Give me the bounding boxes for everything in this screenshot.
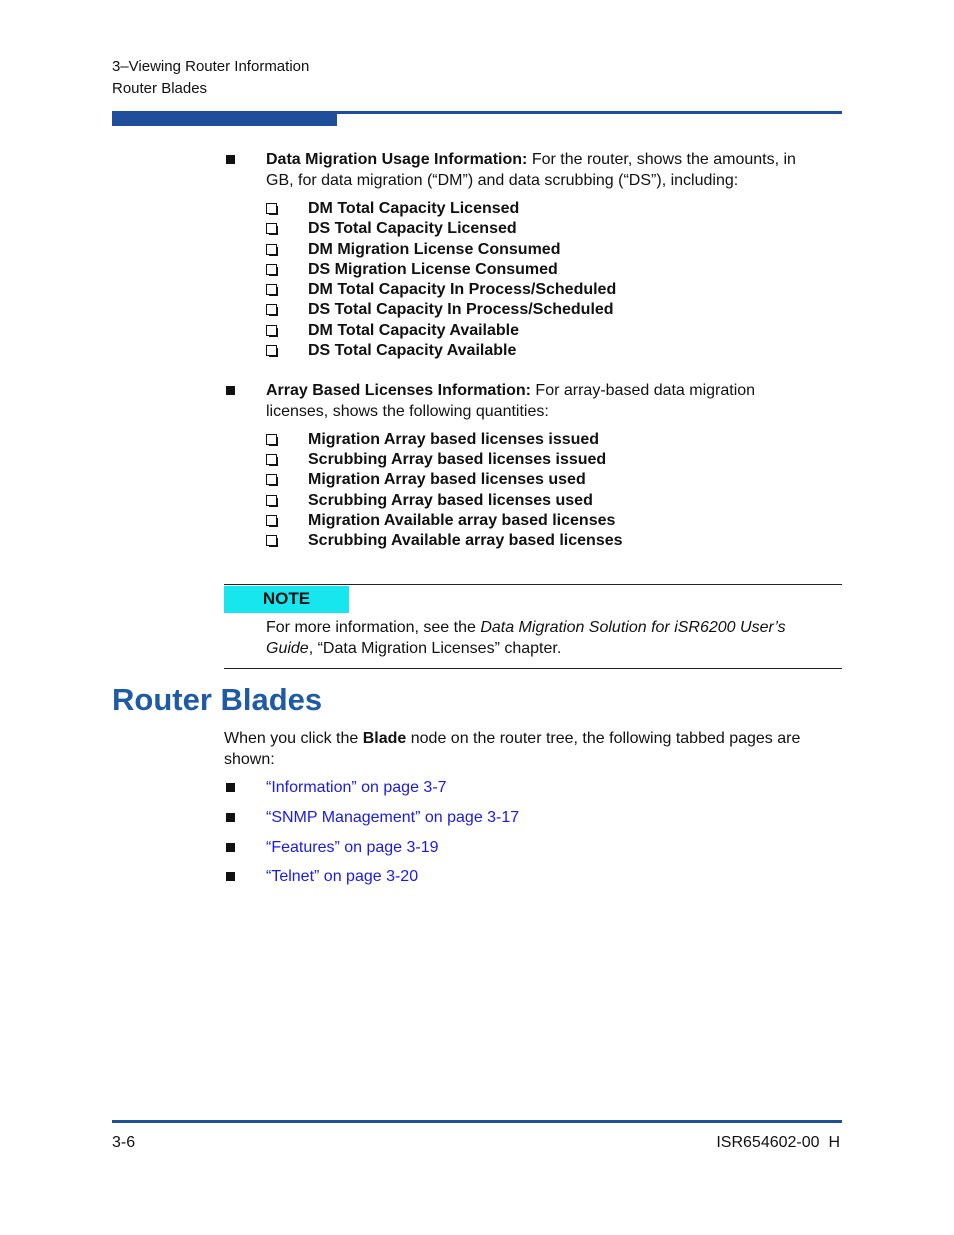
page-number: 3-6 [112, 1134, 136, 1151]
link-features[interactable]: “Features” on page 3-19 [266, 839, 439, 856]
list-item: DM Total Capacity Available [308, 322, 520, 339]
checkbox-bullet-icon [266, 304, 277, 315]
intro-line-2: shown: [224, 751, 275, 768]
checkbox-bullet-icon [266, 495, 277, 506]
checkbox-bullet-icon [266, 434, 277, 445]
checkbox-bullet-icon [266, 264, 277, 275]
checkbox-bullet-icon [266, 284, 277, 295]
list-item: DS Total Capacity Available [308, 342, 517, 359]
checkbox-bullet-icon [266, 474, 277, 485]
note-title-1: Data Migration Solution for iSR6200 User’s [480, 619, 786, 636]
running-header-section: Router Blades [112, 80, 208, 97]
list-item: DM Total Capacity In Process/Scheduled [308, 281, 617, 298]
bullet-icon [226, 872, 235, 881]
list-item: DS Migration License Consumed [308, 261, 558, 278]
checkbox-bullet-icon [266, 454, 277, 465]
list-item: Scrubbing Array based licenses used [308, 492, 593, 509]
note-text [266, 617, 836, 659]
list-item: DS Total Capacity Licensed [308, 220, 517, 237]
array-licenses-text-1: For array-based data migration [535, 382, 756, 399]
link-information[interactable]: “Information” on page 3-7 [266, 779, 447, 796]
list-item: Scrubbing Available array based licenses [308, 532, 623, 549]
checkbox-bullet-icon [266, 515, 277, 526]
list-item: DM Total Capacity Licensed [308, 200, 520, 217]
array-licenses-text-2: licenses, shows the following quantities: [266, 403, 549, 420]
bullet-icon [226, 783, 235, 792]
bullet-icon [226, 155, 235, 164]
intro-pre: When you click the [224, 730, 363, 747]
note-suffix: , “Data Migration Licenses” chapter. [308, 640, 562, 657]
section-intro [224, 728, 844, 770]
dm-usage-text-1: For the router, shows the amounts, in [531, 151, 796, 168]
array-licenses-label: Array Based Licenses Information: [266, 382, 531, 399]
checkbox-bullet-icon [266, 535, 277, 546]
section-title: Router Blades [112, 682, 323, 717]
list-item: Migration Array based licenses used [308, 471, 586, 488]
link-snmp-management[interactable]: “SNMP Management” on page 3-17 [266, 809, 520, 826]
note-top-rule [224, 584, 842, 585]
list-item: Scrubbing Array based licenses issued [308, 451, 607, 468]
list-item: Migration Available array based licenses [308, 512, 616, 529]
bullet-icon [226, 386, 235, 395]
dm-usage-paragraph [266, 149, 842, 191]
running-header-chapter: 3–Viewing Router Information [112, 58, 310, 75]
dm-usage-text-2: GB, for data migration (“DM”) and data scrubbing (“DS”), including: [266, 172, 739, 189]
checkbox-bullet-icon [266, 325, 277, 336]
checkbox-bullet-icon [266, 244, 277, 255]
list-item: DS Total Capacity In Process/Scheduled [308, 301, 614, 318]
checkbox-bullet-icon [266, 223, 277, 234]
checkbox-bullet-icon [266, 203, 277, 214]
bullet-icon [226, 813, 235, 822]
footer-rule [112, 1120, 842, 1123]
bullet-icon [226, 843, 235, 852]
note-label: NOTE [224, 586, 349, 613]
intro-post: node on the router tree, the following tabbed pages are [406, 730, 801, 747]
header-rule-block [112, 113, 337, 126]
checkbox-bullet-icon [266, 345, 277, 356]
list-item: DM Migration License Consumed [308, 241, 561, 258]
note-prefix: For more information, see the [266, 619, 481, 636]
document-id: ISR654602-00 H [716, 1134, 840, 1151]
note-bottom-rule [224, 668, 842, 669]
intro-bold: Blade [362, 730, 407, 747]
array-licenses-paragraph [266, 380, 842, 422]
link-telnet[interactable]: “Telnet” on page 3-20 [266, 868, 419, 885]
list-item: Migration Array based licenses issued [308, 431, 600, 448]
note-title-2: Guide [266, 640, 309, 657]
dm-usage-label: Data Migration Usage Information: [266, 151, 528, 168]
